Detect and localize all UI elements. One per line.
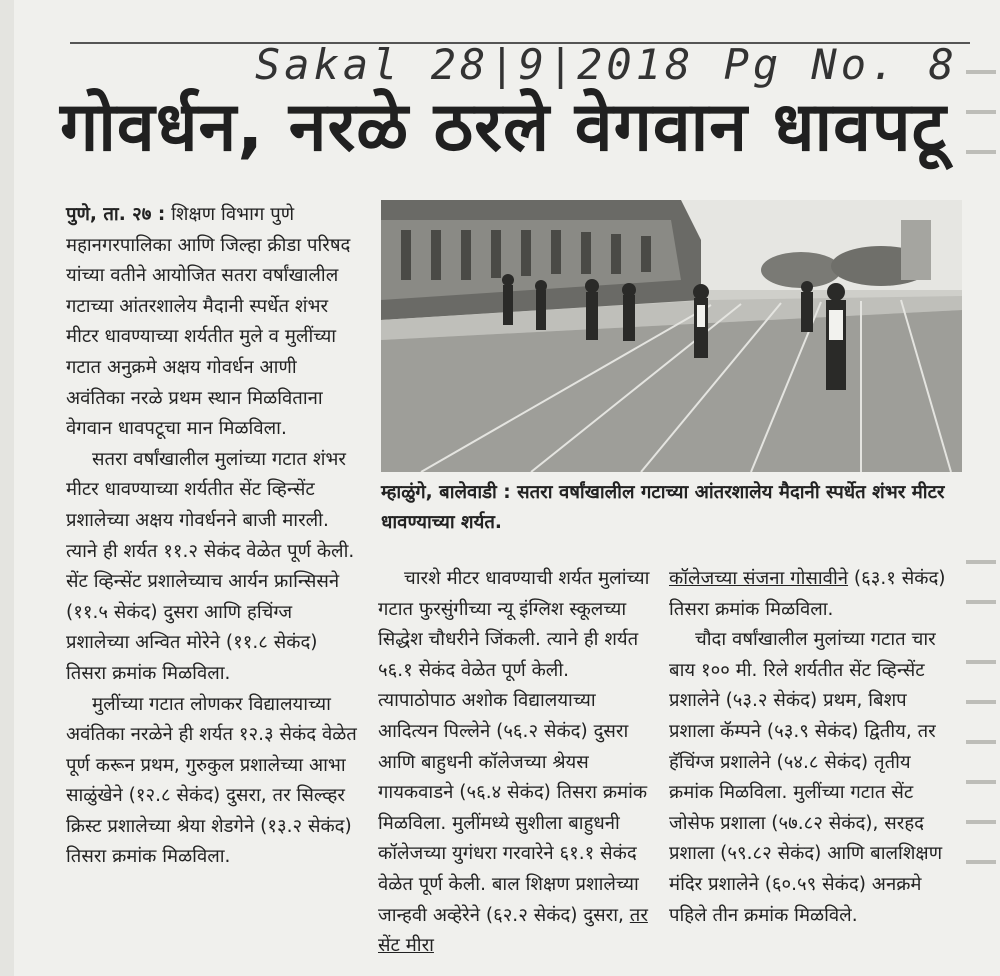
paragraph-text: शिक्षण विभाग पुणे महानगरपालिका आणि जिल्हा क्रीडा परिषद यांच्या वतीने आयोजित सतरा वर्षांखालील गटाच्या आंतरशालेय मैदानी स्पर्धेत शंभर मीटर धावण्याच्या शर्यतीत मुले व मुलींच्या गटात अनुक्रमे अक्षय गोवर्धन आणी अवंतिका नरळे प्रथम स्थान मिळविताना वेगवान धावपटूचा मान मिळविला. [66, 204, 351, 440]
article-column-2 [378, 564, 650, 962]
dateline: पुणे, ता. २७ : [66, 204, 166, 225]
underlined-text: कॉलेजच्या संजना गोसावीने [669, 568, 849, 589]
underlined-text: तर सेंट मीरा [378, 904, 648, 957]
photo-caption: म्हाळुंगे, बालेवाडी : सतरा वर्षांखालील गटाच्या आंतरशालेय मैदानी स्पर्धेत शंभर मीटर धावण्याच्या शर्यत. [381, 482, 945, 533]
race-photo [381, 200, 962, 472]
race-photo-illustration [381, 200, 962, 472]
paragraph: मुलींच्या गटात लोणकर विद्यालयाच्या अवंतिका नरळेने ही शर्यत १२.३ सेकंद वेळेत पूर्ण करून प्रथम, गुरुकुल प्रशालेच्या आभा साळुंखेने (१२.८ सेकंद) दुसरा, तर सिल्व्हर क्रिस्ट प्रशालेच्या श्रेया शेडगेने (१३.२ सेकंद) तिसरा क्रमांक मिळविला. [66, 693, 357, 868]
scan-edge [0, 0, 14, 976]
headline: गोवर्धन, नरळे ठरले वेगवान धावपटू [60, 88, 947, 167]
paragraph [378, 564, 650, 962]
article-column-3 [669, 564, 954, 931]
paragraph: सतरा वर्षांखालील मुलांच्या गटात शंभर मीटर धावण्याच्या शर्यतीत सेंट व्हिन्सेंट प्रशालेच्या अक्षय गोवर्धनने बाजी मारली. त्याने ही शर्यत ११.२ सेकंद वेळेत पूर्ण केली. सेंट व्हिन्सेंट प्रशालेच्याच आर्यन फ्रान्सिसने (११.५ सेकंद) दुसरा आणि हचिंग्ज प्रशालेच्या अन्वित मोरेने (११.८ सेकंद) तिसरा क्रमांक मिळविला. [66, 448, 355, 684]
adjacent-article-edge [962, 40, 1000, 970]
paragraph [669, 564, 954, 625]
handwritten-note: Sakal 28|9|2018 Pg No. 8 [255, 40, 958, 89]
paragraph-text: (६३.१ सेकंद) तिसरा क्रमांक मिळविला. [669, 568, 946, 620]
article-column-1 [66, 200, 358, 873]
paragraph [66, 200, 358, 445]
paragraph: चौदा वर्षांखालील मुलांच्या गटात चार बाय १०० मी. रिले शर्यतीत सेंट व्हिन्सेंट प्रशालेने (५३.२ सेकंद) प्रथम, बिशप प्रशाला कॅम्पने (५३.९ सेकंद) द्वितीय, तर हॅचिंग्ज प्रशालेने (५४.८ सेकंद) तृतीय क्रमांक मिळविला. मुलींच्या गटात सेंट जोसेफ प्रशाला (५७.८२ सेकंद), सरहद प्रशाला (५९.८२ सेकंद) आणि बालशिक्षण मंदिर प्रशालेने (६०.५९ सेकंद) अनक्रमे पहिले तीन क्रमांक मिळविले. [669, 629, 943, 926]
paragraph-text: चारशे मीटर धावण्याची शर्यत मुलांच्या गटात फुरसुंगीच्या न्यू इंग्लिश स्कूलच्या सिद्धेश चौधरीने जिंकली. त्याने ही शर्यत ५६.१ सेकंद वेळेत पूर्ण केली. त्यापाठोपाठ अशोक विद्यालयाच्या आदित्यन पिल्लेने (५६.२ सेकंद) दुसरा आणि बाहुधनी कॉलेजच्या श्रेयस गायकवाडने (५६.४ सेकंद) तिसरा क्रमांक मिळविला. मुलींमध्ये सुशीला बाहुधनी कॉलेजच्या युगंधरा गरवारेने ६१.१ सेकंद वेळेत पूर्ण केली. बाल शिक्षण प्रशालेच्या जान्हवी अव्हेरेने (६२.२ सेकंद) दुसरा, [378, 568, 650, 926]
